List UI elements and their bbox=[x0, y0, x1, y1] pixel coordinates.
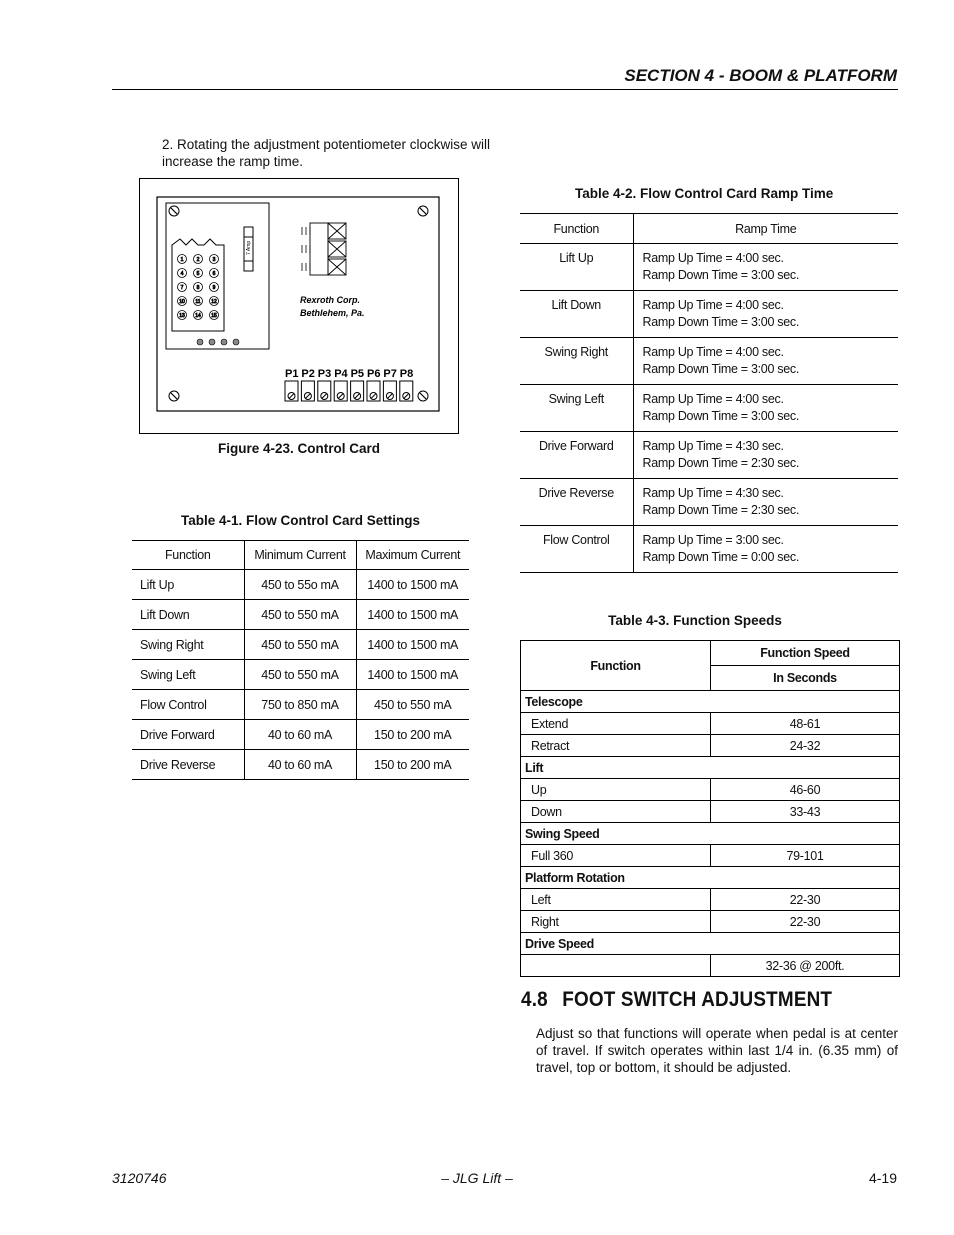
ramp-up-time: Ramp Up Time = 4:30 sec. bbox=[642, 439, 784, 453]
connector-pin-number: 11 bbox=[195, 299, 201, 305]
function-cell: Extend bbox=[521, 713, 711, 735]
ramp-time-cell bbox=[633, 291, 898, 338]
header-rule bbox=[112, 89, 898, 90]
speed-cell: 48-61 bbox=[711, 713, 900, 735]
connector-pin-number: 1 bbox=[180, 257, 184, 263]
pot-label: P2 bbox=[301, 368, 315, 380]
table-row bbox=[132, 600, 469, 630]
speed-cell: 24-32 bbox=[711, 735, 900, 757]
section-heading bbox=[521, 988, 832, 1012]
table2-caption: Table 4-2. Flow Control Card Ramp Time bbox=[575, 186, 834, 201]
flow-control-settings-table bbox=[132, 540, 469, 780]
table-row bbox=[132, 660, 469, 690]
speed-cell: 32-36 @ 200ft. bbox=[711, 955, 900, 977]
connector-pin-number: 10 bbox=[179, 299, 185, 305]
ramp-down-time: Ramp Down Time = 2:30 sec. bbox=[642, 503, 800, 517]
pot-label: P5 bbox=[350, 368, 365, 380]
function-cell: Drive Reverse bbox=[520, 479, 633, 526]
function-cell bbox=[521, 955, 711, 977]
col-max-current: Maximum Current bbox=[356, 541, 469, 570]
function-cell: Swing Left bbox=[132, 660, 244, 690]
ramp-time-cell bbox=[633, 479, 898, 526]
ramp-time-cell bbox=[633, 526, 898, 573]
ramp-time-cell bbox=[633, 385, 898, 432]
pot-label: P4 bbox=[334, 368, 348, 380]
max-current-cell: 1400 to 1500 mA bbox=[356, 600, 469, 630]
figure-caption: Figure 4-23. Control Card bbox=[217, 441, 381, 456]
table1-caption: Table 4-1. Flow Control Card Settings bbox=[180, 513, 421, 528]
group-row bbox=[521, 823, 900, 845]
function-cell: Flow Control bbox=[520, 526, 633, 573]
connector-pin-number: 8 bbox=[196, 285, 200, 291]
ramp-down-time: Ramp Down Time = 0:00 sec. bbox=[642, 550, 800, 564]
min-current-cell: 40 to 60 mA bbox=[244, 750, 356, 780]
ramp-up-time: Ramp Up Time = 3:00 sec. bbox=[642, 533, 784, 547]
group-name: Lift bbox=[521, 757, 900, 779]
min-current-cell: 450 to 550 mA bbox=[244, 600, 356, 630]
col-min-current: Minimum Current bbox=[244, 541, 356, 570]
ramp-down-time: Ramp Down Time = 3:00 sec. bbox=[642, 362, 800, 376]
pot-label: P6 bbox=[367, 368, 381, 380]
group-row bbox=[521, 757, 900, 779]
table-row bbox=[521, 889, 900, 911]
section-number: 4.8 bbox=[521, 988, 548, 1011]
company-location: Bethlehem, Pa. bbox=[300, 308, 365, 318]
table-row bbox=[132, 570, 469, 600]
function-cell: Swing Right bbox=[132, 630, 244, 660]
table-row bbox=[521, 713, 900, 735]
table-header-row bbox=[132, 541, 469, 570]
table-row bbox=[521, 845, 900, 867]
col-function-speed: Function Speed bbox=[711, 641, 900, 666]
table-row bbox=[520, 385, 898, 432]
max-current-cell: 150 to 200 mA bbox=[356, 720, 469, 750]
group-row bbox=[521, 691, 900, 713]
group-name: Drive Speed bbox=[521, 933, 900, 955]
ramp-up-time: Ramp Up Time = 4:30 sec. bbox=[642, 486, 784, 500]
table-row bbox=[521, 955, 900, 977]
foot-switch-paragraph: Adjust so that functions will operate when pedal is at center of travel. If switch operates within last 1/4 in. (6.35 mm) of travel, top or bottom, it should be adjusted. bbox=[536, 1026, 898, 1075]
doc-number: 3120746 bbox=[112, 1170, 167, 1186]
control-card-figure bbox=[139, 178, 459, 434]
function-speeds-table bbox=[520, 640, 900, 977]
col-unit: In Seconds bbox=[711, 666, 900, 691]
footer-brand: – JLG Lift – bbox=[441, 1170, 513, 1186]
pot-label: P7 bbox=[383, 368, 397, 380]
connector-pin-number: 13 bbox=[179, 313, 185, 319]
page-number: 4-19 bbox=[868, 1170, 897, 1186]
connector-pin-number: 14 bbox=[195, 313, 201, 319]
speed-cell: 33-43 bbox=[711, 801, 900, 823]
group-name: Swing Speed bbox=[521, 823, 900, 845]
ramp-time-cell bbox=[633, 432, 898, 479]
group-name: Telescope bbox=[521, 691, 900, 713]
function-cell: Left bbox=[521, 889, 711, 911]
speed-cell: 22-30 bbox=[711, 911, 900, 933]
ramp-down-time: Ramp Down Time = 3:00 sec. bbox=[642, 268, 800, 282]
function-cell: Lift Up bbox=[520, 244, 633, 291]
ramp-down-time: Ramp Down Time = 3:00 sec. bbox=[642, 315, 800, 329]
company-name: Rexroth Corp. bbox=[300, 295, 361, 305]
connector-pin-number: 9 bbox=[212, 285, 216, 291]
connector-pin-number: 7 bbox=[180, 285, 184, 291]
table-row bbox=[520, 338, 898, 385]
section-header: SECTION 4 - BOOM & PLATFORM bbox=[624, 66, 897, 85]
function-cell: Right bbox=[521, 911, 711, 933]
function-cell: Lift Down bbox=[520, 291, 633, 338]
pot-label: P3 bbox=[317, 368, 332, 380]
connector-pin-number: 12 bbox=[211, 299, 217, 305]
fuse-label: 7 Amp bbox=[246, 240, 252, 255]
table-header-row bbox=[521, 641, 900, 666]
table-row bbox=[132, 720, 469, 750]
function-cell: Flow Control bbox=[132, 690, 244, 720]
speed-cell: 46-60 bbox=[711, 779, 900, 801]
table-row bbox=[132, 690, 469, 720]
min-current-cell: 450 to 55o mA bbox=[244, 570, 356, 600]
function-cell: Drive Forward bbox=[520, 432, 633, 479]
ramp-time-cell bbox=[633, 338, 898, 385]
table-row bbox=[521, 735, 900, 757]
function-cell: Full 360 bbox=[521, 845, 711, 867]
speed-cell: 22-30 bbox=[711, 889, 900, 911]
ramp-time-table bbox=[520, 213, 898, 573]
col-function: Function bbox=[521, 641, 711, 691]
ramp-time-cell bbox=[633, 244, 898, 291]
table-row bbox=[521, 779, 900, 801]
connector-pin-number: 3 bbox=[212, 257, 216, 263]
group-row bbox=[521, 867, 900, 889]
min-current-cell: 40 to 60 mA bbox=[244, 720, 356, 750]
function-cell: Drive Reverse bbox=[132, 750, 244, 780]
min-current-cell: 450 to 550 mA bbox=[244, 630, 356, 660]
col-function: Function bbox=[520, 214, 633, 244]
table-row bbox=[520, 479, 898, 526]
max-current-cell: 150 to 200 mA bbox=[356, 750, 469, 780]
ramp-up-time: Ramp Up Time = 4:00 sec. bbox=[642, 298, 784, 312]
function-cell: Retract bbox=[521, 735, 711, 757]
table-row bbox=[521, 911, 900, 933]
function-cell: Lift Up bbox=[132, 570, 244, 600]
connector-pin-number: 15 bbox=[211, 313, 217, 319]
table-row bbox=[520, 432, 898, 479]
table-row bbox=[132, 750, 469, 780]
pot-label: P1 bbox=[285, 368, 299, 380]
function-cell: Drive Forward bbox=[132, 720, 244, 750]
ramp-down-time: Ramp Down Time = 2:30 sec. bbox=[642, 456, 800, 470]
connector-pin-number: 2 bbox=[196, 257, 200, 263]
group-row bbox=[521, 933, 900, 955]
connector-pin-number: 5 bbox=[196, 271, 200, 277]
function-cell: Lift Down bbox=[132, 600, 244, 630]
table3-caption: Table 4-3. Function Speeds bbox=[608, 613, 782, 628]
speed-cell: 79-101 bbox=[711, 845, 900, 867]
min-current-cell: 750 to 850 mA bbox=[244, 690, 356, 720]
table-row bbox=[132, 630, 469, 660]
intro-paragraph: 2. Rotating the adjustment potentiometer clockwise will increase the ramp time. bbox=[162, 137, 490, 169]
max-current-cell: 1400 to 1500 mA bbox=[356, 660, 469, 690]
connector-pin-number: 6 bbox=[212, 271, 216, 277]
max-current-cell: 1400 to 1500 mA bbox=[356, 570, 469, 600]
pot-label: P8 bbox=[399, 368, 414, 380]
table-row bbox=[520, 244, 898, 291]
section-title: FOOT SWITCH ADJUSTMENT bbox=[562, 988, 833, 1011]
group-name: Platform Rotation bbox=[521, 867, 900, 889]
table-header-row bbox=[520, 214, 898, 244]
function-cell: Up bbox=[521, 779, 711, 801]
table-row bbox=[520, 526, 898, 573]
ramp-down-time: Ramp Down Time = 3:00 sec. bbox=[642, 409, 800, 423]
ramp-up-time: Ramp Up Time = 4:00 sec. bbox=[642, 392, 784, 406]
min-current-cell: 450 to 550 mA bbox=[244, 660, 356, 690]
table-row bbox=[520, 291, 898, 338]
ramp-up-time: Ramp Up Time = 4:00 sec. bbox=[642, 345, 784, 359]
col-ramp-time: Ramp Time bbox=[633, 214, 898, 244]
table-row bbox=[521, 801, 900, 823]
max-current-cell: 1400 to 1500 mA bbox=[356, 630, 469, 660]
col-function: Function bbox=[132, 541, 244, 570]
function-cell: Swing Left bbox=[520, 385, 633, 432]
connector-pin-number: 4 bbox=[180, 271, 184, 277]
max-current-cell: 450 to 550 mA bbox=[356, 690, 469, 720]
function-cell: Swing Right bbox=[520, 338, 633, 385]
function-cell: Down bbox=[521, 801, 711, 823]
control-card-illustration bbox=[140, 179, 458, 433]
ramp-up-time: Ramp Up Time = 4:00 sec. bbox=[642, 251, 784, 265]
